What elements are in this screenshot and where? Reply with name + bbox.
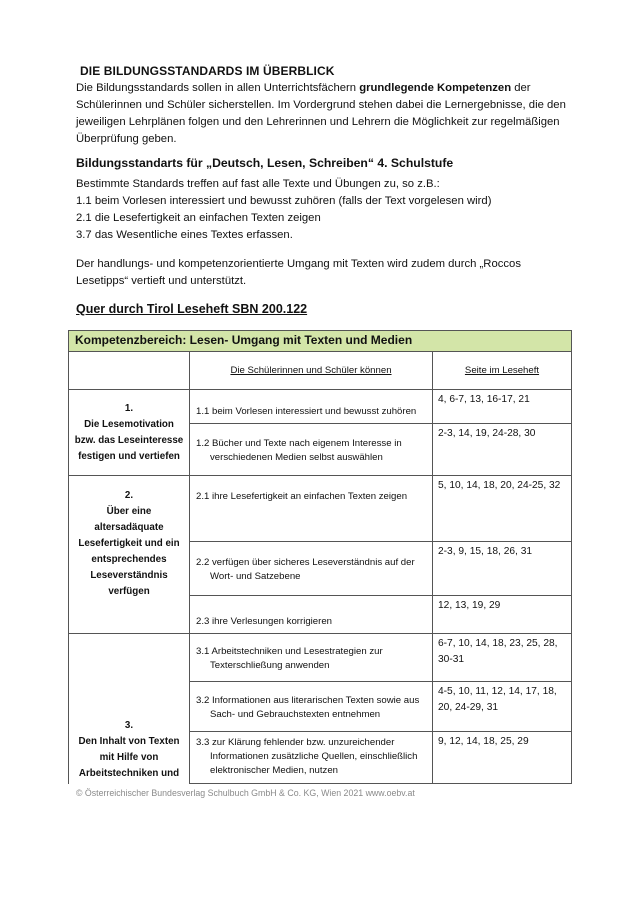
standard-text-cont: Texterschließung anwenden — [210, 659, 330, 671]
standard-cell — [190, 390, 433, 424]
area-line: Den Inhalt von Texten — [78, 735, 180, 747]
standard-text: 2.3 ihre Verlesungen korrigieren — [196, 616, 332, 627]
standard-cell — [190, 732, 433, 784]
standard-text: 2.2 verfügen über sicheres Leseverständnis auf der — [196, 556, 415, 568]
competence-table — [68, 330, 572, 784]
pages-cell: 4-5, 10, 11, 12, 14, 17, 18, 20, 24-29, 31 — [433, 682, 572, 732]
pages-cell: 2-3, 9, 15, 18, 26, 31 — [433, 542, 572, 596]
standard-cell — [190, 634, 433, 682]
area-line: 3. — [124, 719, 134, 731]
standard-text: 3.2 Informationen aus literarischen Texten sowie aus — [196, 694, 420, 706]
standard-text-cont: Wort- und Satzebene — [210, 570, 301, 582]
standard-text-cont: Sach- und Gebrauchstexten entnehmen — [210, 708, 381, 720]
pages-cell: 4, 6-7, 13, 16-17, 21 — [433, 390, 572, 424]
standard-cell — [190, 424, 433, 476]
standard-text: 1.1 beim Vorlesen interessiert und bewusst zuhören — [196, 406, 417, 417]
standard-text: 2.1 ihre Lesefertigkeit an einfachen Texten zeigen — [196, 491, 408, 502]
standards-intro: Bestimmte Standards treffen auf fast alle Texte und Übungen zu, so z.B.: — [76, 178, 440, 190]
standard-cell — [190, 682, 433, 732]
col-header-students: Die Schülerinnen und Schüler können — [190, 352, 433, 390]
standard-cell — [190, 476, 433, 542]
standards-block — [76, 176, 576, 244]
standards-item: 1.1 beim Vorlesen interessiert und bewusst zuhören (falls der Text vorgelesen wird) — [76, 195, 492, 207]
competence-area-3 — [69, 634, 190, 784]
col-header-pages: Seite im Leseheft — [433, 352, 572, 390]
area-line: bzw. das Leseinteresse — [74, 434, 184, 446]
standard-text-cont: Informationen zusätzliche Quellen, einschließlich elektronischer Medien, nutzen — [210, 751, 418, 776]
copyright-footer: © Österreichischer Bundesverlag Schulbuch GmbH & Co. KG, Wien 2021 www.oebv.at — [76, 788, 415, 798]
area-line: entsprechendes — [91, 554, 167, 565]
lesetipps-paragraph: Der handlungs- und kompetenzorientierte Umgang mit Texten wird zudem durch „Roccos Lesetipps“ vertieft und unterstützt. — [76, 258, 521, 287]
page-title: DIE BILDUNGSSTANDARDS IM ÜBERBLICK — [80, 64, 335, 78]
area-line: Lesefertigkeit und ein — [78, 538, 180, 549]
book-heading: Quer durch Tirol Leseheft SBN 200.122 — [76, 302, 308, 316]
area-line: Über eine — [106, 506, 152, 517]
area-line: mit Hilfe von — [99, 751, 159, 763]
competence-area-1 — [69, 390, 190, 476]
area-line: altersadäquate — [94, 522, 164, 533]
pages-cell: 5, 10, 14, 18, 20, 24-25, 32 — [433, 476, 572, 542]
area-line: festigen und vertiefen — [78, 450, 180, 462]
pages-cell: 12, 13, 19, 29 — [433, 596, 572, 634]
standard-text-cont: verschiedenen Medien selbst auswählen — [210, 451, 383, 463]
section-heading: Bildungsstandarts für „Deutsch, Lesen, Schreiben“ 4. Schulstufe — [76, 156, 454, 170]
table-header: Kompetenzbereich: Lesen- Umgang mit Texten und Medien — [69, 331, 572, 352]
area-line: 1. — [124, 402, 134, 414]
area-line: Arbeitstechniken und — [78, 767, 180, 779]
pages-cell: 2-3, 14, 19, 24-28, 30 — [433, 424, 572, 476]
intro-after: der Schülerinnen und Schüler sicherstellen. Im Vordergrund stehen dabei die Lernergebnisse, die den jeweiligen Lehrplänen folgen und den Lehrerinnen und Lehrern die Möglichkeit zur regelmäßigen Überprüfung geben. — [76, 82, 566, 145]
area-line: verfügen — [108, 586, 150, 597]
intro-before: Die Bildungsstandards sollen in allen Unterrichtsfächern — [76, 82, 360, 94]
competence-area-2 — [69, 476, 190, 634]
standards-item: 3.7 das Wesentliche eines Textes erfassen. — [76, 229, 293, 241]
area-line: Die Lesemotivation — [84, 418, 174, 430]
standard-text: 3.3 zur Klärung fehlender bzw. unzureichender — [196, 737, 395, 748]
pages-cell: 6-7, 10, 14, 18, 23, 25, 28, 30-31 — [433, 634, 572, 682]
intro-paragraph — [76, 80, 576, 148]
standard-text: 3.1 Arbeitstechniken und Lesestrategien zur — [196, 645, 383, 657]
standard-text: 1.2 Bücher und Texte nach eigenem Interesse in — [196, 437, 402, 449]
empty-header-cell — [69, 352, 190, 390]
standard-cell — [190, 596, 433, 634]
intro-bold: grundlegende Kompetenzen — [359, 82, 512, 94]
standard-cell — [190, 542, 433, 596]
standards-item: 2.1 die Lesefertigkeit an einfachen Texten zeigen — [76, 212, 321, 224]
area-line: 2. — [124, 490, 134, 501]
area-line: Leseverständnis — [90, 570, 168, 581]
pages-cell: 9, 12, 14, 18, 25, 29 — [433, 732, 572, 784]
